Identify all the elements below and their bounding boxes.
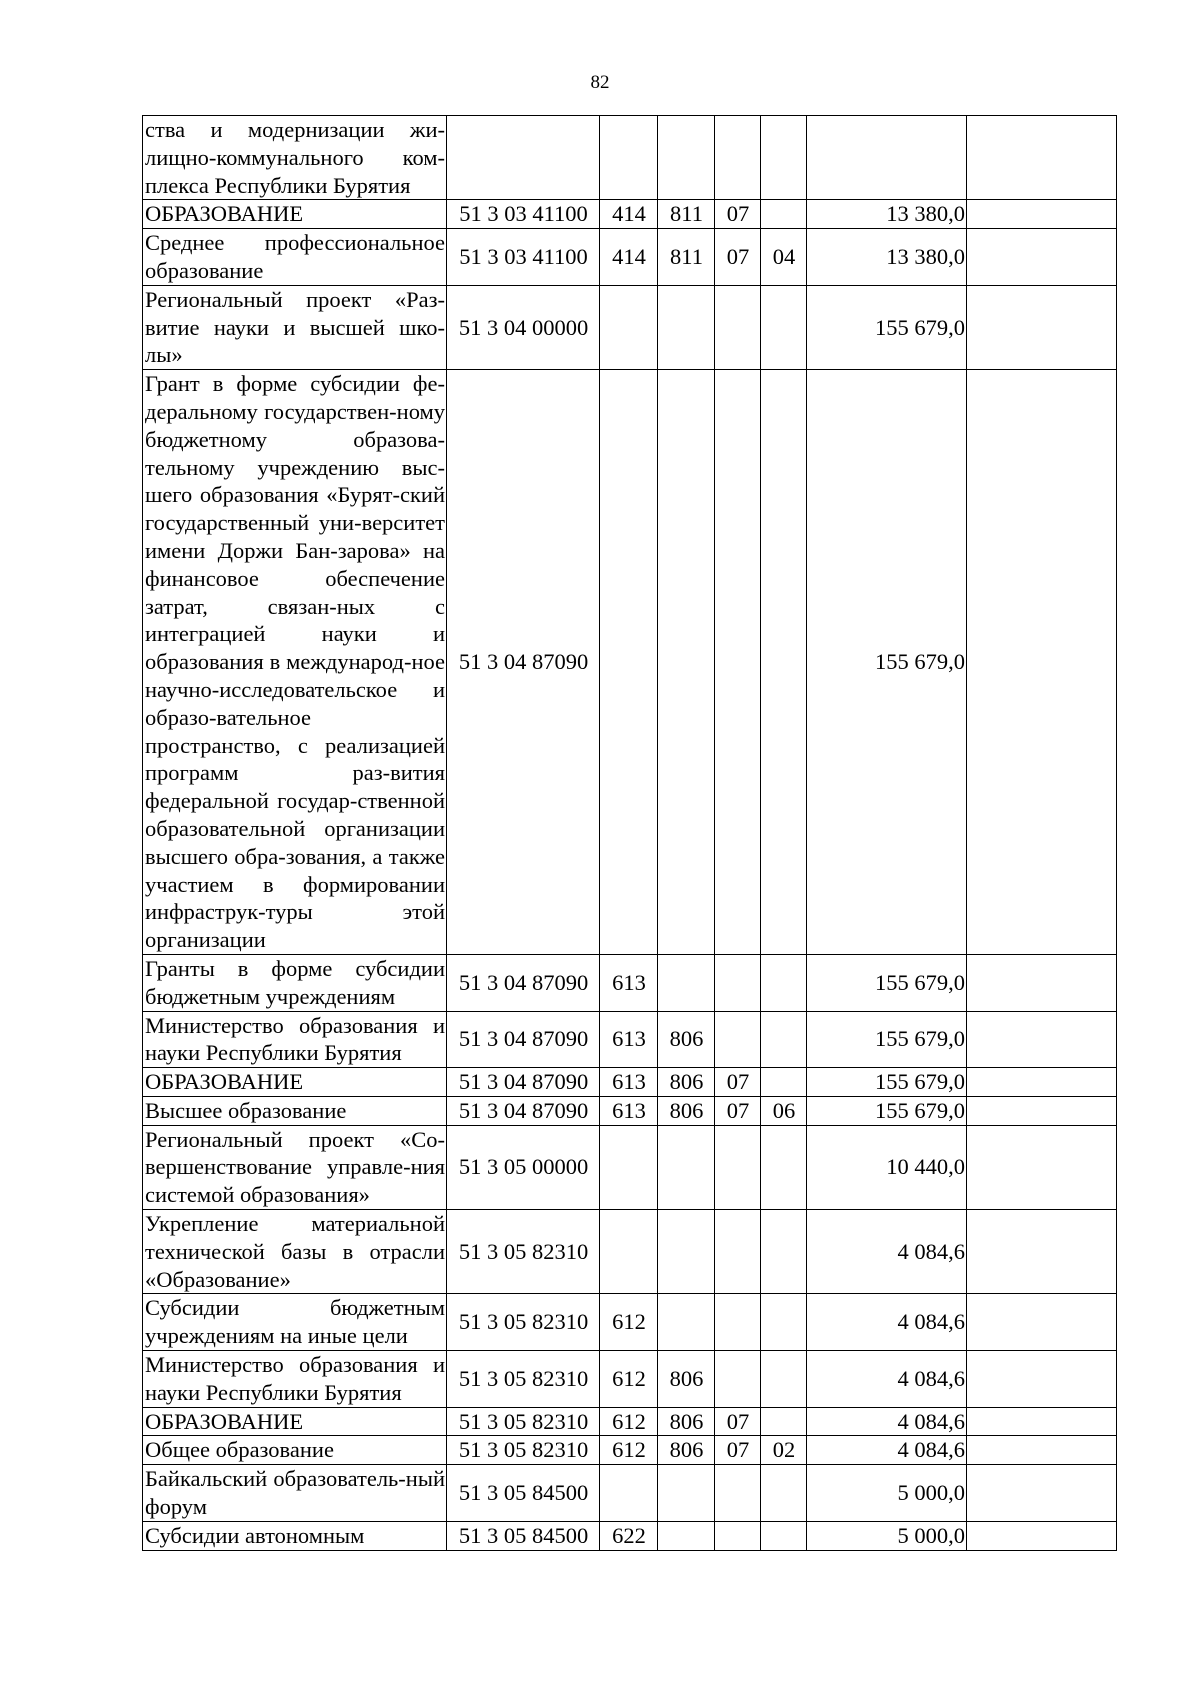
cell-administrator — [658, 1210, 715, 1294]
cell-amount: 5 000,0 — [807, 1521, 967, 1550]
cell-target-code — [447, 116, 600, 200]
cell-target-code: 51 3 04 87090 — [447, 954, 600, 1011]
cell-target-code: 51 3 05 82310 — [447, 1407, 600, 1436]
cell-target-code: 51 3 04 00000 — [447, 285, 600, 369]
cell-subsection: 02 — [761, 1436, 807, 1465]
cell-expense-type: 613 — [600, 1068, 658, 1097]
cell-section — [715, 1351, 761, 1408]
cell-section: 07 — [715, 200, 761, 229]
cell-administrator: 806 — [658, 1011, 715, 1068]
cell-amount: 155 679,0 — [807, 285, 967, 369]
cell-section: 07 — [715, 1068, 761, 1097]
cell-name: Министерство образования и науки Республики Бурятия — [143, 1351, 447, 1408]
cell-amount: 155 679,0 — [807, 1096, 967, 1125]
cell-section: 07 — [715, 1407, 761, 1436]
table-row — [143, 370, 1117, 955]
table-row — [143, 1210, 1117, 1294]
cell-empty — [967, 1465, 1117, 1522]
table-row — [143, 116, 1117, 200]
cell-section: 07 — [715, 1436, 761, 1465]
cell-name: ОБРАЗОВАНИЕ — [143, 200, 447, 229]
table-body — [143, 116, 1117, 1551]
cell-administrator — [658, 1125, 715, 1209]
cell-section — [715, 1210, 761, 1294]
table-row — [143, 1096, 1117, 1125]
cell-name: Гранты в форме субсидии бюджетным учреждениям — [143, 954, 447, 1011]
cell-subsection — [761, 370, 807, 955]
cell-subsection — [761, 1210, 807, 1294]
cell-empty — [967, 1294, 1117, 1351]
cell-empty — [967, 1351, 1117, 1408]
cell-name: Региональный проект «Со-вершенствование управле-ния системой образования» — [143, 1125, 447, 1209]
cell-empty — [967, 1210, 1117, 1294]
cell-subsection — [761, 1011, 807, 1068]
cell-expense-type — [600, 285, 658, 369]
cell-subsection — [761, 1465, 807, 1522]
cell-name: Общее образование — [143, 1436, 447, 1465]
table-row — [143, 1011, 1117, 1068]
cell-administrator — [658, 116, 715, 200]
cell-target-code: 51 3 05 82310 — [447, 1294, 600, 1351]
cell-name: Байкальский образователь-ный форум — [143, 1465, 447, 1522]
cell-section — [715, 285, 761, 369]
cell-name: ОБРАЗОВАНИЕ — [143, 1068, 447, 1097]
cell-section — [715, 1521, 761, 1550]
cell-administrator — [658, 1294, 715, 1351]
cell-administrator: 806 — [658, 1096, 715, 1125]
cell-empty — [967, 1011, 1117, 1068]
cell-target-code: 51 3 05 84500 — [447, 1465, 600, 1522]
cell-amount — [807, 116, 967, 200]
cell-expense-type — [600, 1210, 658, 1294]
cell-administrator — [658, 1465, 715, 1522]
cell-empty — [967, 200, 1117, 229]
cell-expense-type — [600, 116, 658, 200]
cell-target-code: 51 3 04 87090 — [447, 1011, 600, 1068]
cell-amount: 10 440,0 — [807, 1125, 967, 1209]
cell-target-code: 51 3 05 82310 — [447, 1436, 600, 1465]
cell-expense-type: 414 — [600, 200, 658, 229]
cell-subsection — [761, 954, 807, 1011]
cell-subsection — [761, 116, 807, 200]
cell-expense-type: 622 — [600, 1521, 658, 1550]
cell-subsection — [761, 1125, 807, 1209]
cell-subsection — [761, 285, 807, 369]
cell-name: ства и модернизации жи-лищно-коммунального ком-плекса Республики Бурятия — [143, 116, 447, 200]
cell-target-code: 51 3 04 87090 — [447, 1096, 600, 1125]
cell-expense-type: 612 — [600, 1294, 658, 1351]
cell-administrator — [658, 370, 715, 955]
cell-expense-type — [600, 1465, 658, 1522]
cell-subsection — [761, 1351, 807, 1408]
cell-expense-type: 414 — [600, 229, 658, 286]
table-row — [143, 285, 1117, 369]
cell-administrator: 806 — [658, 1436, 715, 1465]
cell-name: Среднее профессиональное образование — [143, 229, 447, 286]
cell-section: 07 — [715, 229, 761, 286]
cell-amount: 5 000,0 — [807, 1465, 967, 1522]
cell-name: Региональный проект «Раз-витие науки и высшей шко-лы» — [143, 285, 447, 369]
cell-amount: 4 084,6 — [807, 1294, 967, 1351]
cell-subsection — [761, 1294, 807, 1351]
table-row — [143, 1351, 1117, 1408]
cell-name: Субсидии бюджетным учреждениям на иные цели — [143, 1294, 447, 1351]
cell-section — [715, 1125, 761, 1209]
cell-administrator: 806 — [658, 1068, 715, 1097]
cell-expense-type: 613 — [600, 954, 658, 1011]
table-row — [143, 954, 1117, 1011]
cell-administrator: 806 — [658, 1351, 715, 1408]
cell-amount: 155 679,0 — [807, 370, 967, 955]
budget-table — [142, 115, 1117, 1551]
cell-empty — [967, 1436, 1117, 1465]
cell-administrator — [658, 954, 715, 1011]
cell-section — [715, 1294, 761, 1351]
table-row — [143, 229, 1117, 286]
cell-amount: 4 084,6 — [807, 1210, 967, 1294]
cell-section — [715, 370, 761, 955]
cell-target-code: 51 3 04 87090 — [447, 1068, 600, 1097]
cell-administrator: 811 — [658, 229, 715, 286]
cell-expense-type — [600, 370, 658, 955]
cell-empty — [967, 370, 1117, 955]
cell-expense-type: 613 — [600, 1011, 658, 1068]
cell-target-code: 51 3 05 84500 — [447, 1521, 600, 1550]
cell-subsection — [761, 1521, 807, 1550]
cell-amount: 4 084,6 — [807, 1351, 967, 1408]
cell-amount: 4 084,6 — [807, 1407, 967, 1436]
cell-amount: 13 380,0 — [807, 229, 967, 286]
cell-section — [715, 116, 761, 200]
cell-empty — [967, 229, 1117, 286]
cell-expense-type: 612 — [600, 1436, 658, 1465]
cell-target-code: 51 3 03 41100 — [447, 200, 600, 229]
cell-administrator: 811 — [658, 200, 715, 229]
cell-amount: 155 679,0 — [807, 1068, 967, 1097]
table-row — [143, 1436, 1117, 1465]
table-row — [143, 1294, 1117, 1351]
cell-amount: 13 380,0 — [807, 200, 967, 229]
cell-name: Министерство образования и науки Республики Бурятия — [143, 1011, 447, 1068]
cell-administrator — [658, 285, 715, 369]
cell-target-code: 51 3 03 41100 — [447, 229, 600, 286]
page-number: 82 — [590, 72, 610, 93]
cell-expense-type: 613 — [600, 1096, 658, 1125]
cell-expense-type — [600, 1125, 658, 1209]
cell-name: ОБРАЗОВАНИЕ — [143, 1407, 447, 1436]
cell-empty — [967, 116, 1117, 200]
table-row — [143, 1068, 1117, 1097]
cell-amount: 155 679,0 — [807, 954, 967, 1011]
cell-subsection: 04 — [761, 229, 807, 286]
cell-section — [715, 1011, 761, 1068]
cell-expense-type: 612 — [600, 1407, 658, 1436]
cell-amount: 155 679,0 — [807, 1011, 967, 1068]
cell-empty — [967, 1521, 1117, 1550]
cell-administrator: 806 — [658, 1407, 715, 1436]
cell-target-code: 51 3 05 82310 — [447, 1210, 600, 1294]
cell-name: Субсидии автономным — [143, 1521, 447, 1550]
table-row — [143, 1521, 1117, 1550]
cell-empty — [967, 1068, 1117, 1097]
cell-section: 07 — [715, 1096, 761, 1125]
cell-empty — [967, 1125, 1117, 1209]
table-row — [143, 1125, 1117, 1209]
cell-empty — [967, 285, 1117, 369]
cell-empty — [967, 1096, 1117, 1125]
cell-administrator — [658, 1521, 715, 1550]
cell-subsection — [761, 1068, 807, 1097]
cell-target-code: 51 3 05 82310 — [447, 1351, 600, 1408]
table-row — [143, 200, 1117, 229]
cell-section — [715, 1465, 761, 1522]
cell-name: Высшее образование — [143, 1096, 447, 1125]
table-row — [143, 1465, 1117, 1522]
cell-target-code: 51 3 05 00000 — [447, 1125, 600, 1209]
cell-subsection — [761, 1407, 807, 1436]
cell-name: Укрепление материальной технической базы в отрасли «Образование» — [143, 1210, 447, 1294]
cell-expense-type: 612 — [600, 1351, 658, 1408]
table-row — [143, 1407, 1117, 1436]
cell-subsection: 06 — [761, 1096, 807, 1125]
cell-amount: 4 084,6 — [807, 1436, 967, 1465]
cell-name: Грант в форме субсидии фе-деральному государствен-ному бюджетному образова-тельному учреждению выс-шего образования «Бурят-ский государственный уни-верситет имени Доржи Бан-зарова» на финансовое обеспечение затрат, связан-ных с интеграцией науки и образования в международ-ное научно-исследовательское и образо-вательное пространство, с реализацией программ раз-вития федеральной государ-ственной образовательной организации высшего обра-зования, а также участием в формировании инфраструк-туры этой организации — [143, 370, 447, 955]
cell-section — [715, 954, 761, 1011]
cell-empty — [967, 954, 1117, 1011]
cell-subsection — [761, 200, 807, 229]
cell-empty — [967, 1407, 1117, 1436]
cell-target-code: 51 3 04 87090 — [447, 370, 600, 955]
